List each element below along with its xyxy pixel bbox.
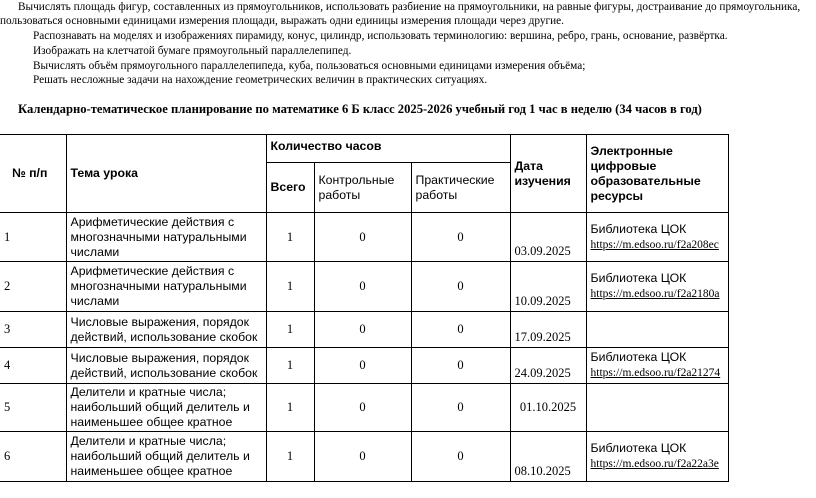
row-date: 01.10.2025 xyxy=(510,384,586,432)
row-control: 0 xyxy=(314,312,411,348)
intro-line-1: Вычислять площадь фигур, составленных из прямоугольников, использовать разбиение на прямоугольники, на равные фигуры, достраивание до прямоугольника, xyxy=(18,1,801,13)
row-date: 24.09.2025 xyxy=(510,348,586,384)
table-row xyxy=(0,384,728,432)
row-resource xyxy=(586,312,728,348)
row-total: 1 xyxy=(266,213,314,262)
row-resource xyxy=(586,384,728,432)
resource-link[interactable]: https://m.edsoo.ru/f2a21274 xyxy=(590,367,721,379)
row-topic: Делители и кратные числа; наибольший общий делитель и наименьшее общее кратное xyxy=(66,432,266,482)
intro-line-3: Распознавать на моделях и изображениях пирамиду, конус, цилиндр, использовать терминологию: вершина, ребро, грань, основание, развёртка. xyxy=(33,30,728,42)
row-practical: 0 xyxy=(411,213,510,262)
header-resources: Электронные цифровые образовательные ресурсы xyxy=(586,135,728,213)
row-date: 10.09.2025 xyxy=(510,262,586,312)
resource-link[interactable]: https://m.edsoo.ru/f2a2180a xyxy=(590,288,720,300)
header-num: № п/п xyxy=(0,135,66,213)
header-hours: Количество часов xyxy=(266,135,510,163)
resource-link[interactable]: https://m.edsoo.ru/f2a208ec xyxy=(590,238,719,251)
library-label: Библиотека ЦОК xyxy=(590,350,687,364)
row-practical: 0 xyxy=(411,432,510,482)
row-resource xyxy=(586,432,728,482)
row-practical: 0 xyxy=(411,312,510,348)
row-num: 4 xyxy=(0,348,66,384)
intro-line-2: пользоваться основными единицами измерения площади, выражать одни единицы измерения площади через другие. xyxy=(0,15,564,27)
row-topic: Числовые выражения, порядок действий, использование скобок xyxy=(66,312,266,348)
row-num: 6 xyxy=(0,432,66,482)
row-num: 2 xyxy=(0,262,66,312)
row-resource xyxy=(586,348,728,384)
table-row xyxy=(0,348,728,384)
row-control: 0 xyxy=(314,213,411,262)
row-control: 0 xyxy=(314,348,411,384)
table-row xyxy=(0,262,728,312)
table-row xyxy=(0,312,728,348)
row-num: 1 xyxy=(0,213,66,262)
row-control: 0 xyxy=(314,262,411,312)
header-practical: Практические работы xyxy=(411,163,510,213)
library-label: Библиотека ЦОК xyxy=(590,271,687,285)
row-practical: 0 xyxy=(411,348,510,384)
table-row xyxy=(0,213,728,262)
header-topic: Тема урока xyxy=(66,135,266,213)
row-topic: Делители и кратные числа; наибольший общий делитель и наименьшее общее кратное xyxy=(66,384,266,432)
intro-line-6: Решать несложные задачи на нахождение геометрических величин в практических ситуациях. xyxy=(33,74,488,86)
schedule-table xyxy=(0,134,729,482)
row-date: 03.09.2025 xyxy=(510,213,586,262)
row-total: 1 xyxy=(266,262,314,312)
row-total: 1 xyxy=(266,348,314,384)
row-resource xyxy=(586,262,728,312)
row-date: 08.10.2025 xyxy=(510,432,586,482)
table-row xyxy=(0,432,728,482)
row-total: 1 xyxy=(266,312,314,348)
header-date: Дата изучения xyxy=(510,135,586,213)
row-num: 3 xyxy=(0,312,66,348)
page-title: Календарно-тематическое планирование по математике 6 Б класс 2025-2026 учебный год 1 час в неделю (34 часов в год) xyxy=(18,102,702,116)
row-practical: 0 xyxy=(411,262,510,312)
row-practical: 0 xyxy=(411,384,510,432)
row-total: 1 xyxy=(266,384,314,432)
row-topic: Числовые выражения, порядок действий, использование скобок xyxy=(66,348,266,384)
intro-line-5: Вычислять объём прямоугольного параллелепипеда, куба, пользоваться основными единицами измерения объёма; xyxy=(33,60,586,72)
library-label: Библиотека ЦОК xyxy=(590,221,687,236)
row-topic: Арифметические действия с многозначными натуральными числами xyxy=(66,213,266,262)
row-control: 0 xyxy=(314,384,411,432)
resource-link[interactable]: https://m.edsoo.ru/f2a22a3e xyxy=(590,458,719,470)
header-control: Контрольные работы xyxy=(314,163,411,213)
row-date: 17.09.2025 xyxy=(510,312,586,348)
library-label: Библиотека ЦОК xyxy=(590,441,687,455)
row-total: 1 xyxy=(266,432,314,482)
intro-line-4: Изображать на клетчатой бумаге прямоугольный параллелепипед. xyxy=(33,45,352,57)
row-num: 5 xyxy=(0,384,66,432)
header-total: Всего xyxy=(266,163,314,213)
row-topic: Арифметические действия с многозначными натуральными числами xyxy=(66,262,266,312)
row-resource xyxy=(586,213,728,262)
row-control: 0 xyxy=(314,432,411,482)
